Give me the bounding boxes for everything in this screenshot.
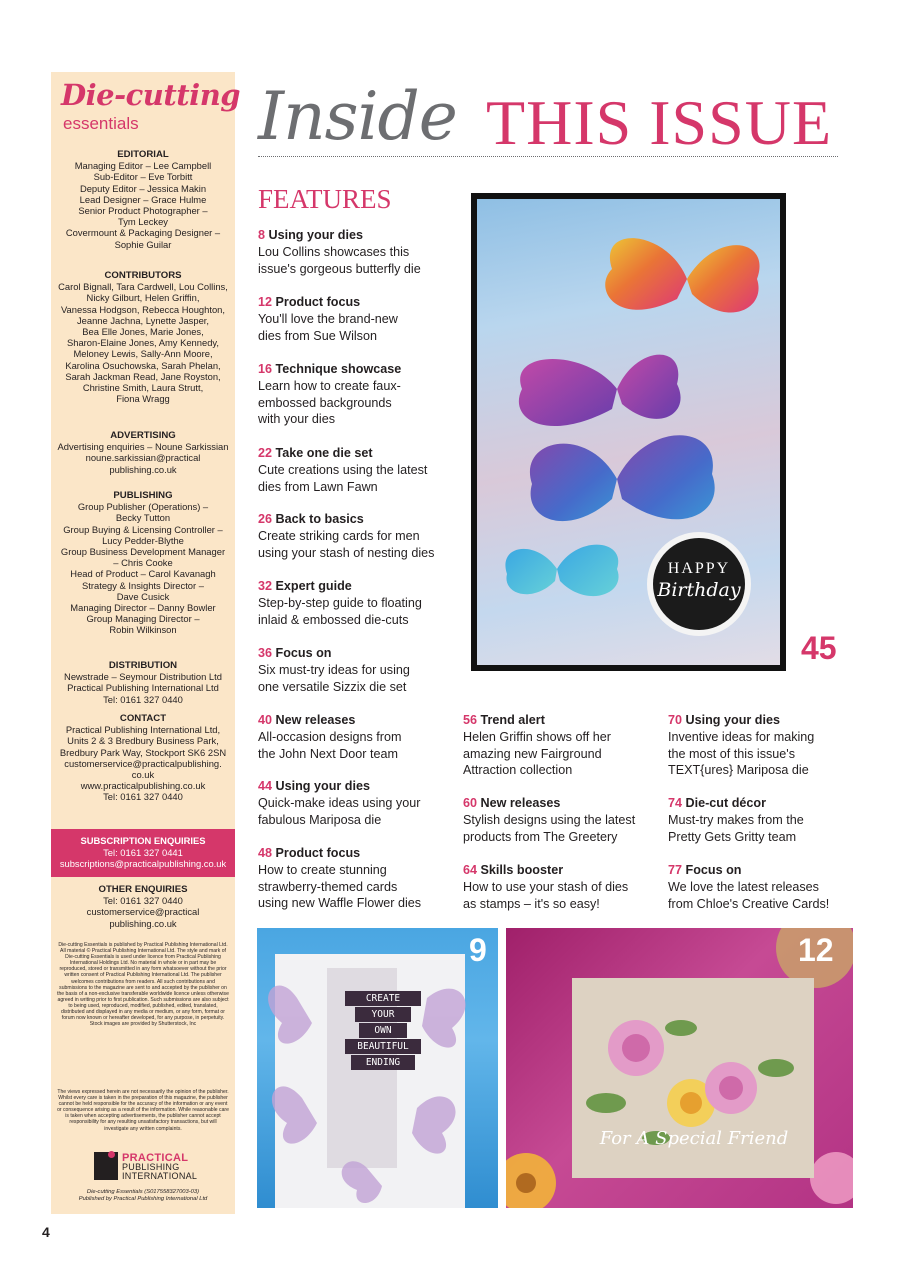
logo-line: INTERNATIONAL	[122, 1171, 198, 1181]
feature-desc: using your stash of nesting dies	[258, 545, 435, 560]
publishing-heading: PUBLISHING	[113, 490, 173, 501]
subscription-box	[51, 829, 235, 877]
feature-title: Focus on	[275, 646, 332, 660]
happy-birthday-sentiment	[647, 532, 751, 636]
feature-page: 74	[668, 796, 683, 810]
feature-desc: Stylish designs using the latest	[463, 812, 636, 827]
feature-desc: issue's gorgeous butterfly die	[258, 261, 421, 276]
other-enquiries-block	[51, 884, 235, 929]
feature-title: Product focus	[275, 846, 361, 860]
feature-title: New releases	[480, 796, 561, 810]
feature-page: 77	[668, 863, 683, 877]
feature-desc: TEXT{ures} Mariposa die	[668, 763, 809, 778]
feature-desc: We love the latest releases	[668, 879, 819, 894]
feature-title: Skills booster	[480, 863, 564, 877]
feature-title: Focus on	[685, 863, 742, 877]
butterfly-4	[505, 545, 618, 597]
feature-page: 64	[463, 863, 478, 877]
feature-desc: using new Waffle Flower dies	[258, 896, 422, 911]
legal-notice: Die-cutting Essentials is published by Practical Publishing International Ltd. All material © Practical Publishing International Ltd. The style and mark of Die-cutting Essentials is used under licence from Practical Publishing International Holdings Ltd. No material in whole or in part may be reproduced, stored or transmitted in any form whatsoever without the prior written consent of Practical Publishing International Ltd. The publisher welcomes contributions from readers. All such contributions and submissions to the magazine are sent to and accepted by the publisher on the basis of a non-exclusive transferable worldwide licence unless otherwise agreed in writing prior to first publication. Such submissions are also subject to being used, reproduced, modified, published, edited, translated, distributed and displayed in any media or medium, or any form, format or forum now known or hereafter developed, for any purpose, in perpetuity. Stock images are provided by Shutterstock, Inc	[57, 942, 229, 1028]
feature-item[interactable]	[668, 795, 868, 845]
editorial-line: Sophie Guilar	[114, 238, 172, 250]
feature-desc: You'll love the brand-new	[258, 311, 398, 326]
feature-title: Technique showcase	[275, 362, 402, 376]
header-title: THIS ISSUE	[486, 87, 833, 158]
publishing-line: Robin Wilkinson	[109, 624, 177, 636]
feature-desc: fabulous Mariposa die	[258, 812, 382, 827]
feature-desc: dies from Sue Wilson	[258, 328, 377, 343]
card-background	[477, 199, 780, 665]
contact-website[interactable]: www.practicalpublishing.co.uk	[80, 780, 206, 792]
page-badge: 45	[801, 630, 837, 666]
masthead-sidebar	[51, 72, 241, 1214]
feature-title: Die-cut décor	[685, 796, 766, 810]
feature-title: Using your dies	[268, 228, 363, 242]
contact-line: Practical Publishing International Ltd,	[65, 724, 221, 736]
editorial-heading: EDITORIAL	[117, 149, 169, 160]
feature-title: Product focus	[275, 295, 361, 309]
gatefold-card-words	[345, 990, 421, 1071]
publishing-line: Group Publisher (Operations) –	[77, 501, 209, 513]
feature-desc: the John Next Door team	[258, 746, 399, 761]
features-title: FEATURES	[258, 184, 392, 214]
card-word: BEAUTIFUL	[345, 1039, 421, 1054]
feature-item[interactable]	[258, 712, 458, 762]
feature-desc: the most of this issue's	[668, 746, 795, 761]
contributors-line: Fiona Wragg	[116, 393, 170, 405]
feature-item[interactable]	[258, 511, 458, 561]
sentiment-line: Birthday	[657, 579, 741, 601]
contact-heading: CONTACT	[119, 713, 167, 724]
feature-page: 8	[258, 228, 266, 242]
butterfly-2	[519, 355, 681, 426]
distribution-block	[51, 660, 235, 705]
feature-item[interactable]	[258, 778, 458, 828]
logo-line: PRACTICAL	[122, 1152, 189, 1164]
editorial-line: Deputy Editor – Jessica Makin	[79, 182, 207, 194]
subscription-email[interactable]: subscriptions@practicalpublishing.co.uk	[59, 858, 227, 870]
distribution-heading: DISTRIBUTION	[108, 660, 178, 671]
feature-item[interactable]	[258, 645, 458, 695]
contact-line: Units 2 & 3 Bredbury Business Park,	[67, 735, 219, 747]
feature-desc: embossed backgrounds	[258, 395, 392, 410]
feature-title: Using your dies	[685, 713, 780, 727]
other-enquiries-heading: OTHER ENQUIRIES	[98, 884, 188, 895]
editorial-block	[51, 149, 235, 250]
feature-desc: one versatile Sizzix die set	[258, 679, 407, 694]
feature-desc: as stamps – it's so easy!	[463, 896, 600, 911]
other-enquiries-email[interactable]: customerservice@practical	[86, 906, 200, 918]
other-enquiries-email[interactable]: publishing.co.uk	[109, 917, 177, 929]
card-word: YOUR	[355, 1007, 411, 1022]
editorial-line: Covermount & Packaging Designer –	[65, 227, 221, 239]
feature-desc: inlaid & embossed die-cuts	[258, 612, 409, 627]
other-enquiries-line: Tel: 0161 327 0440	[103, 895, 183, 907]
page-number: 4	[42, 1224, 50, 1240]
feature-desc: How to use your stash of dies	[463, 879, 629, 894]
feature-page: 60	[463, 796, 478, 810]
feature-page: 70	[668, 713, 683, 727]
distribution-line: Practical Publishing International Ltd	[67, 682, 219, 694]
feature-desc: strawberry-themed cards	[258, 879, 398, 894]
editorial-line: Lead Designer – Grace Hulme	[79, 193, 207, 205]
contributors-line: Bea Elle Jones, Marie Jones,	[82, 326, 204, 338]
feature-page: 16	[258, 362, 273, 376]
feature-item[interactable]	[668, 712, 868, 779]
butterfly-3	[530, 435, 715, 521]
editorial-line: Tym Leckey	[117, 216, 168, 228]
contributors-line: Christine Smith, Laura Strutt,	[82, 382, 204, 394]
brand-title: Die-cutting	[61, 78, 241, 112]
publishing-line: Becky Tutton	[115, 512, 171, 524]
publishing-line: Managing Director – Danny Bowler	[70, 602, 216, 614]
contributors-line: Meloney Lewis, Sally-Ann Moore,	[73, 348, 213, 360]
publishing-line: Head of Product – Carol Kavanagh	[70, 568, 216, 580]
feature-item[interactable]	[463, 862, 663, 912]
contact-email[interactable]: customerservice@practicalpublishing.	[64, 757, 222, 769]
editorial-line: Sub-Editor – Eve Torbitt	[93, 171, 193, 183]
feature-item[interactable]	[258, 578, 458, 628]
logo-mark-icon	[94, 1152, 118, 1180]
feature-title: Trend alert	[480, 713, 545, 727]
contributors-line: Karolina Osuchowska, Sarah Phelan,	[65, 359, 221, 371]
advertising-email[interactable]: publishing.co.uk	[109, 463, 177, 475]
issn-line: Published by Practical Publishing International Ltd	[78, 1196, 208, 1202]
feature-desc: dies from Lawn Fawn	[258, 479, 378, 494]
distribution-line: Newstrade – Seymour Distribution Ltd	[64, 671, 222, 683]
editorial-line: Senior Product Photographer –	[78, 205, 208, 217]
page-badge: 12	[798, 932, 834, 968]
feature-page: 36	[258, 646, 273, 660]
contributors-line: Sharon-Elaine Jones, Amy Kennedy,	[67, 337, 219, 349]
page-badge: 9	[469, 932, 487, 968]
feature-desc: Must-try makes from the	[668, 812, 804, 827]
header-script: Inside	[258, 78, 457, 155]
feature-page: 12	[258, 295, 273, 309]
feature-item[interactable]	[463, 795, 663, 845]
butterfly-gatefold-card-photo[interactable]	[257, 928, 498, 1208]
editorial-line: Managing Editor – Lee Campbell	[74, 160, 212, 172]
card-word: ENDING	[351, 1055, 415, 1070]
feature-title: Back to basics	[275, 512, 364, 526]
feature-item[interactable]	[258, 845, 458, 912]
advertising-heading: ADVERTISING	[110, 430, 176, 441]
sentiment-disc	[653, 538, 745, 630]
feature-title: New releases	[275, 713, 356, 727]
card-word: CREATE	[345, 991, 421, 1006]
contributors-line: Carol Bignall, Tara Cardwell, Lou Collins,	[58, 281, 228, 293]
feature-item[interactable]	[258, 445, 458, 495]
publishing-line: Group Business Development Manager	[60, 546, 226, 558]
feature-title: Using your dies	[275, 779, 370, 793]
advertising-email[interactable]: noune.sarkissian@practical	[85, 452, 201, 464]
subscription-heading: SUBSCRIPTION ENQUIRIES	[80, 835, 206, 846]
feature-desc: Helen Griffin shows off her	[463, 729, 611, 744]
feature-desc: amazing new Fairground	[463, 746, 602, 761]
feature-item[interactable]	[258, 361, 458, 428]
roses-card-sentiment: For A Special Friend	[599, 1128, 789, 1149]
feature-item[interactable]	[463, 712, 663, 779]
feature-desc: Learn how to create faux-	[258, 378, 401, 393]
legal-disclaimer: The views expressed herein are not necessarily the opinion of the publisher. Whilst every care is taken in the preparation of this magazine, the publisher cannot be held responsible for the accuracy of the information or any event or consequence arising as a result of the information. While reasonable care is taken when accepting advertisements, the publisher cannot accept responsibility for any resulting unsatisfactory transactions, but will investigate any written complaints.	[57, 1089, 229, 1132]
contributors-line: Nicky Gilburt, Helen Griffin,	[86, 292, 200, 304]
contact-email[interactable]: co.uk	[131, 769, 155, 781]
publishing-line: Group Managing Director –	[86, 613, 200, 625]
publisher-logo	[94, 1152, 198, 1182]
feature-page: 22	[258, 446, 273, 460]
contributors-line: Sarah Jackman Read, Jane Royston,	[65, 370, 221, 382]
publishing-line: Strategy & Insights Director –	[82, 579, 204, 591]
feature-page: 40	[258, 713, 273, 727]
contributors-heading: CONTRIBUTORS	[104, 270, 182, 281]
card-word: OWN	[359, 1023, 407, 1038]
roses-card-illustration	[506, 928, 853, 1208]
contributors-block	[51, 270, 235, 404]
publishing-line: Lucy Pedder-Blythe	[102, 534, 184, 546]
contributors-line: Vanessa Hodgson, Rebecca Houghton,	[61, 303, 225, 315]
feature-page: 44	[258, 779, 273, 793]
feature-desc: Step-by-step guide to floating	[258, 595, 422, 610]
feature-desc: Six must-try ideas for using	[258, 662, 410, 677]
butterfly-card-photo[interactable]	[471, 193, 786, 671]
feature-page: 48	[258, 846, 273, 860]
issn-note	[51, 1189, 235, 1203]
feature-desc: with your dies	[258, 412, 335, 427]
contact-line: Tel: 0161 327 0440	[103, 791, 183, 803]
issn-line: Die-cutting Essentials (S017558327003-03)	[86, 1189, 200, 1195]
feature-desc: products from The Greetery	[463, 829, 618, 844]
feature-desc: Create striking cards for men	[258, 528, 420, 543]
feature-page: 32	[258, 579, 273, 593]
feature-desc: Inventive ideas for making	[668, 729, 815, 744]
feature-desc: Attraction collection	[463, 763, 573, 778]
advertising-block	[51, 430, 235, 475]
feature-desc: All-occasion designs from	[258, 729, 402, 744]
feature-page: 56	[463, 713, 478, 727]
feature-desc: Quick-make ideas using your	[258, 795, 421, 810]
publishing-line: Group Buying & Licensing Controller –	[63, 523, 223, 535]
feature-item[interactable]	[668, 862, 868, 912]
feature-title: Expert guide	[275, 579, 352, 593]
butterfly-1	[605, 238, 759, 312]
feature-desc: Pretty Gets Gritty team	[668, 829, 797, 844]
publishing-line: Dave Cusick	[116, 590, 170, 602]
subscription-phone: Tel: 0161 327 0441	[103, 846, 183, 858]
logo-line: PUBLISHING	[122, 1162, 180, 1172]
sentiment-line: HAPPY	[667, 560, 731, 577]
feature-desc: Cute creations using the latest	[258, 462, 428, 477]
feature-title: Take one die set	[275, 446, 373, 460]
feature-page: 26	[258, 512, 273, 526]
feature-desc: from Chloe's Creative Cards!	[668, 896, 830, 911]
advertising-line: Advertising enquiries – Noune Sarkissian	[57, 441, 229, 453]
distribution-line: Tel: 0161 327 0440	[103, 693, 183, 705]
publishing-block	[51, 490, 235, 636]
contact-block	[51, 713, 235, 803]
feature-desc: How to create stunning	[258, 862, 387, 877]
feature-item[interactable]	[258, 294, 458, 344]
feature-item[interactable]	[258, 227, 458, 277]
header-divider	[258, 156, 838, 157]
brand-subtitle: essentials	[63, 114, 139, 133]
publishing-line: – Chris Cooke	[113, 557, 173, 569]
roses-card-photo[interactable]	[506, 928, 853, 1208]
contributors-line: Jeanne Jachna, Lynette Jasper,	[76, 314, 210, 326]
feature-desc: Lou Collins showcases this	[258, 244, 410, 259]
contact-line: Bredbury Park Way, Stockport SK6 2SN	[59, 746, 227, 758]
